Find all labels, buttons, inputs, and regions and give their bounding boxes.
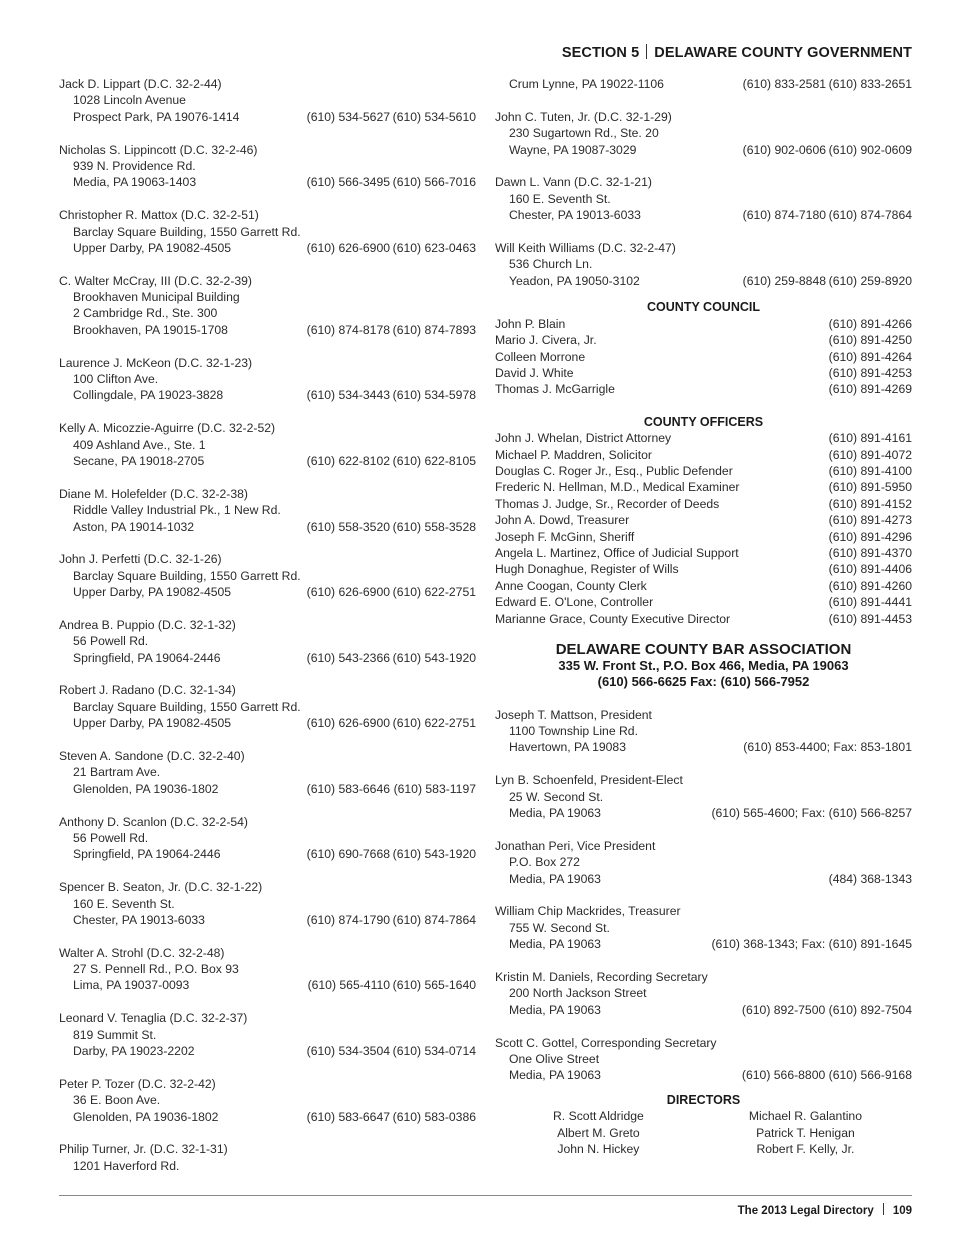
listing-city-row bbox=[59, 1109, 476, 1125]
officer-address: 25 W. Second St. bbox=[509, 789, 604, 804]
footer-divider bbox=[883, 1203, 884, 1215]
member-phone: (610) 891-4441 bbox=[828, 595, 912, 610]
listing-city-row bbox=[59, 322, 476, 338]
listing-phone: (610) 622-8102 bbox=[306, 453, 390, 468]
member-name: Thomas J. McGarrigle bbox=[495, 382, 615, 397]
director-name: Patrick T. Henigan bbox=[756, 1125, 855, 1140]
listing-entry bbox=[59, 945, 476, 994]
officer-phones: (610) 853-4400; Fax: 853-1801 bbox=[743, 740, 912, 755]
listing-city-row bbox=[59, 977, 476, 993]
listing-entry bbox=[59, 1076, 476, 1125]
member-name: Mario J. Civera, Jr. bbox=[495, 333, 597, 348]
listing-city: Aston, PA 19014-1032 bbox=[73, 519, 195, 534]
bar-officer-entry bbox=[495, 838, 912, 887]
listing-fax: (610) 583-1197 bbox=[393, 781, 476, 796]
listing-city: Upper Darby, PA 19082-4505 bbox=[73, 240, 232, 255]
officer-city: Media, PA 19063 bbox=[509, 871, 601, 886]
listing-fax: (610) 543-1920 bbox=[392, 847, 476, 862]
officer-city-row bbox=[495, 1067, 912, 1083]
listing-phone: (610) 259-8848 bbox=[742, 273, 826, 288]
listing-city-row bbox=[495, 207, 912, 223]
listing-address: 1028 Lincoln Avenue bbox=[73, 93, 186, 108]
officer-city: Media, PA 19063 bbox=[509, 937, 601, 952]
member-phone: (610) 891-4453 bbox=[828, 611, 912, 626]
listing-fax: (610) 623-0463 bbox=[392, 240, 476, 255]
listing-city: Darby, PA 19023-2202 bbox=[73, 1044, 195, 1059]
directory-row bbox=[495, 316, 912, 332]
listing-fax: (610) 874-7893 bbox=[392, 322, 476, 337]
listing-address: Riddle Valley Industrial Pk., 1 New Rd. bbox=[73, 503, 281, 518]
footer-rule bbox=[59, 1195, 912, 1196]
listing-city: Chester, PA 19013-6033 bbox=[509, 208, 641, 223]
listing-city: Glenolden, PA 19036-1802 bbox=[73, 781, 219, 796]
listing-entry bbox=[59, 355, 476, 404]
listing-fax: (610) 534-5978 bbox=[392, 388, 476, 403]
listing-address: 21 Bartram Ave. bbox=[73, 765, 161, 780]
listing-name: C. Walter McCray, III (D.C. 32-2-39) bbox=[59, 273, 252, 288]
listing-address: Barclay Square Building, 1550 Garrett Rd. bbox=[73, 568, 301, 583]
member-phone: (610) 891-4161 bbox=[828, 431, 912, 446]
listing-fax: (610) 534-0714 bbox=[392, 1044, 476, 1059]
officer-name: Scott C. Gottel, Corresponding Secretary bbox=[495, 1035, 717, 1050]
member-name: John A. Dowd, Treasurer bbox=[495, 513, 630, 528]
listing-name: Christopher R. Mattox (D.C. 32-2-51) bbox=[59, 208, 259, 223]
listing-fax: (610) 583-0386 bbox=[392, 1109, 476, 1124]
officer-phones: (610) 565-4600; Fax: (610) 566-8257 bbox=[711, 806, 912, 821]
member-phone: (610) 891-4406 bbox=[828, 562, 912, 577]
directors-title: DIRECTORS bbox=[666, 1093, 741, 1108]
listing-entry bbox=[59, 420, 476, 469]
listing-address: 819 Summit St. bbox=[73, 1027, 157, 1042]
bar-association-title: DELAWARE COUNTY BAR ASSOCIATION bbox=[555, 640, 852, 658]
member-name: Hugh Donaghue, Register of Wills bbox=[495, 562, 679, 577]
directory-row bbox=[495, 463, 912, 479]
bar-officer-entry bbox=[495, 969, 912, 1018]
member-phone: (610) 891-4260 bbox=[828, 578, 912, 593]
member-phone: (610) 891-4269 bbox=[828, 382, 912, 397]
listing-city: Prospect Park, PA 19076-1414 bbox=[73, 109, 240, 124]
listing-entry bbox=[59, 879, 476, 928]
listing-fax: (610) 534-5610 bbox=[392, 109, 476, 124]
member-phone: (610) 891-4253 bbox=[828, 366, 912, 381]
listing-city-row bbox=[59, 1043, 476, 1059]
page-number: 109 bbox=[892, 1205, 912, 1217]
listing-entry bbox=[59, 1010, 476, 1059]
officer-address: 1100 Township Line Rd. bbox=[509, 724, 638, 739]
member-name: Douglas C. Roger Jr., Esq., Public Defender bbox=[495, 463, 733, 478]
officer-address: One Olive Street bbox=[509, 1051, 600, 1066]
directory-row bbox=[495, 479, 912, 495]
listing-fax: (610) 565-1640 bbox=[392, 978, 476, 993]
listing-phone: (610) 565-4110 bbox=[307, 978, 390, 993]
member-name: Marianne Grace, County Executive Director bbox=[495, 611, 731, 626]
member-phone: (610) 891-4273 bbox=[828, 513, 912, 528]
directory-row bbox=[495, 447, 912, 463]
listing-fax: (610) 566-7016 bbox=[392, 175, 476, 190]
officer-name: Joseph T. Mattson, President bbox=[495, 707, 652, 722]
listing-city: Brookhaven, PA 19015-1708 bbox=[73, 322, 228, 337]
county-officers-list bbox=[495, 430, 912, 627]
page-footer bbox=[738, 1203, 912, 1217]
listing-fax: (610) 622-2751 bbox=[392, 716, 476, 731]
directory-row bbox=[495, 529, 912, 545]
directory-row bbox=[495, 430, 912, 446]
continued-entry bbox=[495, 76, 912, 92]
officer-address: 755 W. Second St. bbox=[509, 920, 610, 935]
listing-city: Wayne, PA 19087-3029 bbox=[509, 142, 637, 157]
bar-association-contact: (610) 566-6625 Fax: (610) 566-7952 bbox=[597, 674, 810, 690]
member-name: Joseph F. McGinn, Sheriff bbox=[495, 529, 635, 544]
directory-row bbox=[495, 561, 912, 577]
director-name: John N. Hickey bbox=[557, 1142, 640, 1157]
listing-city-row bbox=[59, 519, 476, 535]
bar-officer-entry bbox=[495, 903, 912, 952]
listing-fax: (610) 259-8920 bbox=[828, 273, 912, 288]
listing-phone: (610) 583-6646 bbox=[306, 781, 390, 796]
directory-row bbox=[495, 381, 912, 397]
listing-name: Will Keith Williams (D.C. 32-2-47) bbox=[495, 240, 676, 255]
listing-address: 36 E. Boon Ave. bbox=[73, 1093, 161, 1108]
listing-phone: (610) 534-3443 bbox=[306, 388, 390, 403]
listing-entry bbox=[59, 207, 476, 256]
listing-address: 409 Ashland Ave., Ste. 1 bbox=[73, 437, 206, 452]
directory-row bbox=[495, 611, 912, 627]
listing-entry bbox=[59, 682, 476, 731]
listing-name: Peter P. Tozer (D.C. 32-2-42) bbox=[59, 1076, 216, 1091]
listing-phone: (610) 833-2581 bbox=[742, 77, 826, 91]
listing-city: Springfield, PA 19064-2446 bbox=[73, 847, 221, 862]
listing-city-row bbox=[495, 273, 912, 289]
listing-city-row bbox=[59, 781, 476, 797]
listing-name: Dawn L. Vann (D.C. 32-1-21) bbox=[495, 175, 652, 190]
listing-name: Walter A. Strohl (D.C. 32-2-48) bbox=[59, 945, 225, 960]
section-title: DELAWARE COUNTY GOVERNMENT bbox=[654, 45, 912, 61]
directors-right-column bbox=[749, 1108, 862, 1157]
listing-address: 2 Cambridge Rd., Ste. 300 bbox=[73, 306, 218, 321]
listing-city: Glenolden, PA 19036-1802 bbox=[73, 1109, 219, 1124]
listing-name: John J. Perfetti (D.C. 32-1-26) bbox=[59, 552, 222, 567]
listing-name: Nicholas S. Lippincott (D.C. 32-2-46) bbox=[59, 142, 258, 157]
listing-address: Barclay Square Building, 1550 Garrett Rd. bbox=[73, 224, 301, 239]
member-name: Angela L. Martinez, Office of Judicial Support bbox=[495, 545, 739, 560]
member-phone: (610) 891-5950 bbox=[828, 480, 912, 495]
listing-name: John C. Tuten, Jr. (D.C. 32-1-29) bbox=[495, 109, 672, 124]
right-listings bbox=[495, 109, 912, 289]
listing-address: 536 Church Ln. bbox=[509, 257, 593, 272]
listing-phone: (610) 626-6900 bbox=[306, 240, 390, 255]
listing-name: Jack D. Lippart (D.C. 32-2-44) bbox=[59, 77, 222, 91]
listing-fax: (610) 833-2651 bbox=[828, 77, 912, 91]
listing-name: Kelly A. Micozzie-Aguirre (D.C. 32-2-52) bbox=[59, 421, 276, 436]
director-name: R. Scott Aldridge bbox=[553, 1109, 644, 1124]
listing-fax: (610) 558-3528 bbox=[392, 519, 476, 534]
listing-phone: (610) 566-3495 bbox=[306, 175, 390, 190]
listing-entry bbox=[59, 617, 476, 666]
listing-city: Upper Darby, PA 19082-4505 bbox=[73, 585, 232, 600]
listing-city: Chester, PA 19013-6033 bbox=[73, 912, 205, 927]
member-name: Michael P. Maddren, Solicitor bbox=[495, 447, 652, 462]
listing-city-row bbox=[59, 109, 476, 125]
listing-city-row bbox=[59, 846, 476, 862]
listing-address: 939 N. Providence Rd. bbox=[73, 158, 196, 173]
directory-row bbox=[495, 496, 912, 512]
listing-city-row bbox=[59, 174, 476, 190]
listing-address: Barclay Square Building, 1550 Garrett Rd. bbox=[73, 699, 301, 714]
member-name: John P. Blain bbox=[495, 316, 566, 331]
directors-list bbox=[495, 1108, 912, 1157]
listing-name: Diane M. Holefelder (D.C. 32-2-38) bbox=[59, 486, 248, 501]
officer-city: Havertown, PA 19083 bbox=[509, 740, 626, 755]
listing-address: 100 Clifton Ave. bbox=[73, 372, 159, 387]
listing-city-row bbox=[59, 584, 476, 600]
listing-address: 27 S. Pennell Rd., P.O. Box 93 bbox=[73, 962, 239, 977]
listing-city: Springfield, PA 19064-2446 bbox=[73, 650, 221, 665]
listing-fax: (610) 622-8105 bbox=[392, 453, 476, 468]
listing-phone: (610) 902-0606 bbox=[742, 142, 826, 157]
listing-name: Philip Turner, Jr. (D.C. 32-1-31) bbox=[59, 1142, 228, 1157]
officer-phones: (610) 892-7500 (610) 892-7504 bbox=[741, 1002, 912, 1017]
officer-phones: (610) 566-8800 (610) 566-9168 bbox=[741, 1068, 912, 1083]
member-name: Anne Coogan, County Clerk bbox=[495, 578, 647, 593]
bar-officers-list bbox=[495, 707, 912, 1084]
member-phone: (610) 891-4072 bbox=[828, 447, 912, 462]
officer-name: William Chip Mackrides, Treasurer bbox=[495, 904, 681, 919]
county-officers-title: COUNTY OFFICERS bbox=[643, 414, 764, 429]
member-name: David J. White bbox=[495, 366, 574, 381]
listing-city: Lima, PA 19037-0093 bbox=[73, 978, 190, 993]
bar-officer-entry bbox=[495, 1035, 912, 1084]
member-name: Colleen Morrone bbox=[495, 349, 586, 364]
member-name: Thomas J. Judge, Sr., Recorder of Deeds bbox=[495, 496, 720, 511]
listing-city: Media, PA 19063-1403 bbox=[73, 175, 197, 190]
member-phone: (610) 891-4152 bbox=[828, 496, 912, 511]
director-name: Robert F. Kelly, Jr. bbox=[756, 1142, 855, 1157]
listing-city: Upper Darby, PA 19082-4505 bbox=[73, 716, 232, 731]
officer-city: Media, PA 19063 bbox=[509, 1068, 601, 1083]
directors-left-column bbox=[553, 1108, 644, 1157]
listing-city-row bbox=[59, 715, 476, 731]
bar-officer-entry bbox=[495, 772, 912, 821]
right-column bbox=[495, 76, 912, 1158]
listing-address: 230 Sugartown Rd., Ste. 20 bbox=[509, 126, 659, 141]
listing-entry bbox=[59, 551, 476, 600]
listing-name: Robert J. Radano (D.C. 32-1-34) bbox=[59, 683, 236, 698]
bar-officer-entry bbox=[495, 707, 912, 756]
member-phone: (610) 891-4370 bbox=[828, 545, 912, 560]
member-name: John J. Whelan, District Attorney bbox=[495, 431, 672, 446]
directory-row bbox=[495, 365, 912, 381]
member-phone: (610) 891-4264 bbox=[828, 349, 912, 364]
listing-address: 1201 Haverford Rd. bbox=[73, 1158, 180, 1173]
listing-city: Secane, PA 19018-2705 bbox=[73, 453, 205, 468]
listing-address: 160 E. Seventh St. bbox=[73, 896, 175, 911]
directory-row bbox=[495, 578, 912, 594]
listing-entry bbox=[59, 76, 476, 125]
listing-phone: (610) 626-6900 bbox=[306, 716, 390, 731]
listing-entry bbox=[495, 109, 912, 158]
officer-address: 200 North Jackson Street bbox=[509, 986, 647, 1001]
listing-entry bbox=[495, 240, 912, 289]
listing-phone: (610) 583-6647 bbox=[306, 1109, 390, 1124]
listing-address: 160 E. Seventh St. bbox=[509, 191, 611, 206]
listing-name: Spencer B. Seaton, Jr. (D.C. 32-1-22) bbox=[59, 880, 263, 895]
listing-city-row bbox=[495, 76, 912, 92]
listing-city-row bbox=[59, 240, 476, 256]
publication-name: The 2013 Legal Directory bbox=[737, 1205, 874, 1217]
listing-entry bbox=[59, 273, 476, 339]
section-label: SECTION 5 bbox=[561, 45, 640, 61]
listing-entry bbox=[59, 486, 476, 535]
listing-address: 56 Powell Rd. bbox=[73, 830, 149, 845]
listing-fax: (610) 902-0609 bbox=[828, 142, 912, 157]
listing-phone: (610) 874-7180 bbox=[742, 208, 826, 223]
listing-name: Anthony D. Scanlon (D.C. 32-2-54) bbox=[59, 814, 248, 829]
officer-city: Media, PA 19063 bbox=[509, 1002, 601, 1017]
member-phone: (610) 891-4296 bbox=[828, 529, 912, 544]
listing-entry bbox=[495, 174, 912, 223]
member-name: Edward E. O'Lone, Controller bbox=[495, 595, 654, 610]
listing-phone: (610) 690-7668 bbox=[306, 847, 390, 862]
officer-name: Lyn B. Schoenfeld, President-Elect bbox=[495, 773, 683, 788]
listing-city-row bbox=[59, 387, 476, 403]
officer-phones: (610) 368-1343; Fax: (610) 891-1645 bbox=[711, 937, 912, 952]
officer-city-row bbox=[495, 936, 912, 952]
member-name: Frederic N. Hellman, M.D., Medical Examiner bbox=[495, 480, 740, 495]
listing-name: Leonard V. Tenaglia (D.C. 32-2-37) bbox=[59, 1011, 248, 1026]
listing-city-row bbox=[59, 453, 476, 469]
listing-phone: (610) 543-2366 bbox=[306, 650, 390, 665]
listing-city-row bbox=[59, 650, 476, 666]
listing-city: Yeadon, PA 19050-3102 bbox=[509, 273, 640, 288]
officer-city-row bbox=[495, 739, 912, 755]
listing-name: Laurence J. McKeon (D.C. 32-1-23) bbox=[59, 355, 253, 370]
member-phone: (610) 891-4250 bbox=[828, 333, 912, 348]
listing-fax: (610) 874-7864 bbox=[392, 912, 476, 927]
officer-address: P.O. Box 272 bbox=[509, 855, 580, 870]
county-council-title: COUNTY COUNCIL bbox=[647, 300, 760, 315]
listing-phone: (610) 534-5627 bbox=[306, 109, 390, 124]
listing-address: 56 Powell Rd. bbox=[73, 634, 149, 649]
listing-city-row bbox=[495, 142, 912, 158]
member-phone: (610) 891-4100 bbox=[828, 463, 912, 478]
officer-name: Jonathan Peri, Vice President bbox=[495, 838, 656, 853]
listing-fax: (610) 622-2751 bbox=[392, 585, 476, 600]
listing-city-row bbox=[59, 912, 476, 928]
member-phone: (610) 891-4266 bbox=[828, 316, 912, 331]
listing-phone: (610) 558-3520 bbox=[306, 519, 390, 534]
officer-phones: (484) 368-1343 bbox=[828, 871, 912, 886]
listing-address: Brookhaven Municipal Building bbox=[73, 290, 240, 305]
listing-entry bbox=[59, 814, 476, 863]
listing-phone: (610) 534-3504 bbox=[306, 1044, 390, 1059]
header-divider bbox=[646, 44, 647, 59]
officer-name: Kristin M. Daniels, Recording Secretary bbox=[495, 969, 708, 984]
listing-entry bbox=[59, 142, 476, 191]
listing-entry bbox=[59, 748, 476, 797]
director-name: Michael R. Galantino bbox=[748, 1109, 862, 1124]
directory-row bbox=[495, 594, 912, 610]
bar-association-address: 335 W. Front St., P.O. Box 466, Media, PA 19063 bbox=[558, 657, 849, 673]
listing-name: Andrea B. Puppio (D.C. 32-1-32) bbox=[59, 617, 236, 632]
left-column bbox=[59, 76, 476, 1191]
director-name: Albert M. Greto bbox=[557, 1125, 640, 1140]
directory-row bbox=[495, 512, 912, 528]
directory-row bbox=[495, 545, 912, 561]
listing-phone: (610) 874-8178 bbox=[306, 322, 390, 337]
listing-name: Steven A. Sandone (D.C. 32-2-40) bbox=[59, 749, 245, 764]
officer-city: Media, PA 19063 bbox=[509, 806, 601, 821]
listing-city: Collingdale, PA 19023-3828 bbox=[73, 388, 224, 403]
listing-city: Crum Lynne, PA 19022-1106 bbox=[509, 77, 664, 91]
officer-city-row bbox=[495, 871, 912, 887]
county-council-list bbox=[495, 316, 912, 398]
officer-city-row bbox=[495, 1002, 912, 1018]
listing-fax: (610) 874-7864 bbox=[828, 208, 912, 223]
officer-city-row bbox=[495, 805, 912, 821]
listing-fax: (610) 543-1920 bbox=[392, 650, 476, 665]
listing-entry bbox=[59, 1141, 476, 1174]
listing-phone: (610) 874-1790 bbox=[306, 912, 390, 927]
listing-phone: (610) 626-6900 bbox=[306, 585, 390, 600]
directory-row bbox=[495, 332, 912, 348]
page-header bbox=[562, 44, 912, 61]
directory-row bbox=[495, 349, 912, 365]
